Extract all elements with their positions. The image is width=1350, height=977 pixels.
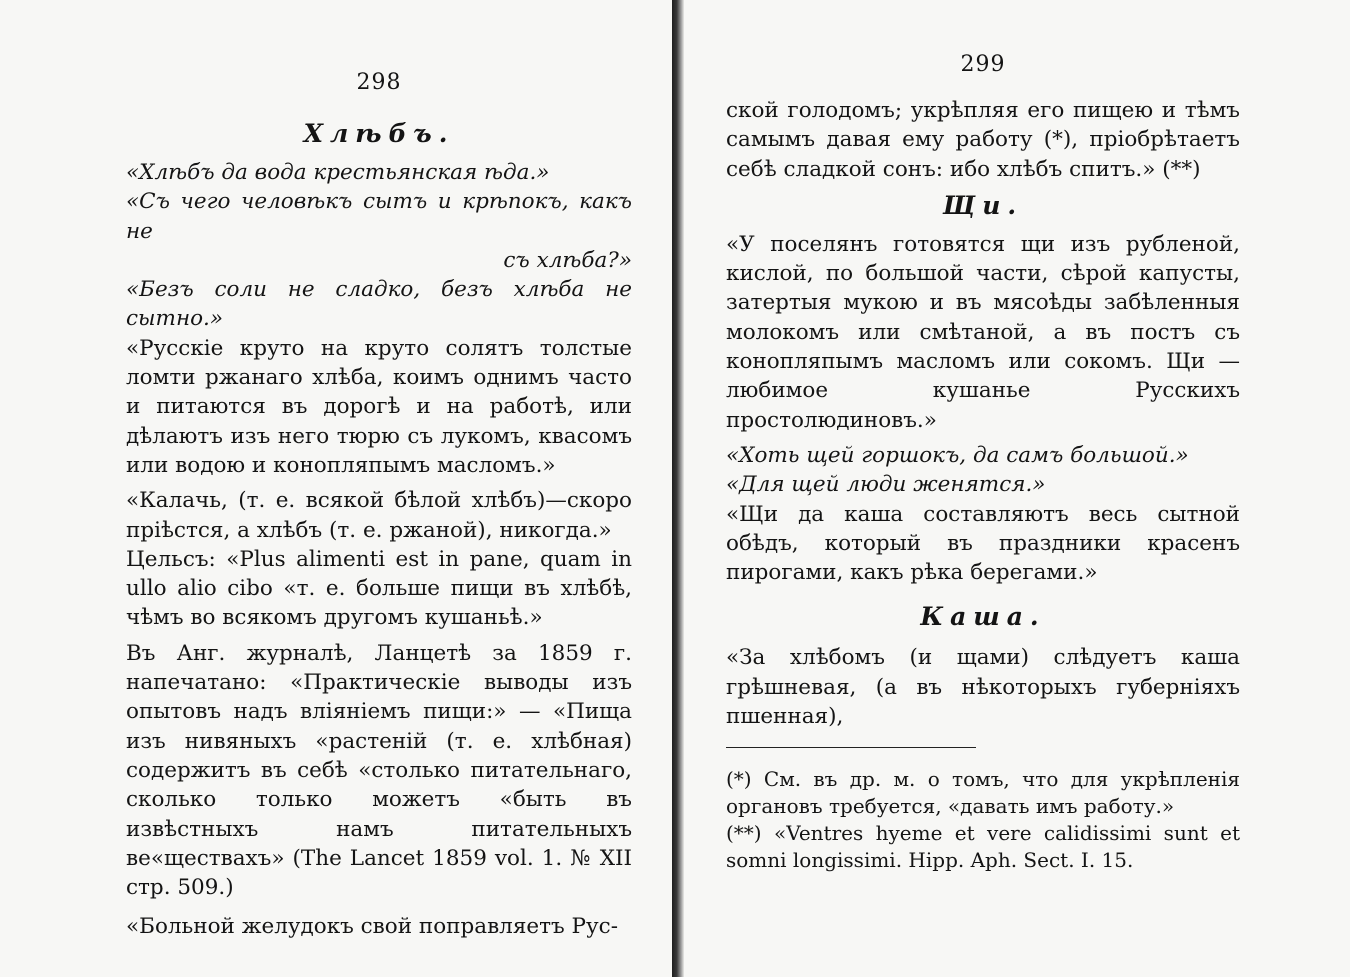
proverb-3: «Безъ соли не сладко, безъ хлѣба не сытно.» bbox=[126, 277, 632, 332]
proverb-2-line1: «Съ чего человѣкъ сытъ и крѣпокъ, какъ не bbox=[126, 189, 632, 244]
section-heading-bread: Хлѣбъ. bbox=[303, 119, 455, 148]
paragraph-russians-salt: «Русскіе круто на круто солятъ толстые ломти ржанаго хлѣба, коимъ однимъ часто и питаются въ дорогѣ и на работѣ, или дѣлаютъ изъ него тюрю съ лукомъ, квасомъ или водою и конопляпымъ масломъ.» bbox=[126, 335, 632, 478]
right-page-body bbox=[726, 96, 1240, 874]
proverb-shchi-2: «Для щей люди женятся.» bbox=[726, 472, 1046, 498]
page-number-right: 299 bbox=[960, 52, 1006, 77]
paragraph-continued: ской голодомъ; укрѣпляя его пищею и тѣмъ самымъ давая ему работу (*), прiобрѣтаетъ себѣ сладкой сонъ: ибо хлѣбъ спитъ.» (**) bbox=[726, 98, 1240, 182]
paragraph-stomach: «Больной желудокъ свой поправляетъ Рус- bbox=[126, 914, 618, 940]
paragraph-kalach: «Калачь, (т. е. всякой бѣлой хлѣбъ)—скоро прiѣстся, а хлѣбъ (т. е. ржаной), никогда.» bbox=[126, 488, 632, 543]
right-page bbox=[684, 0, 1350, 977]
section-heading-kasha: Каша. bbox=[920, 602, 1046, 632]
proverb-shchi-3: «Щи да каша составляютъ весь сытной обѣдъ, который въ праздники красенъ пирогами, какъ рѣка берегами.» bbox=[726, 501, 1240, 586]
proverb-shchi-1: «Хоть щей горшокъ, да самъ большой.» bbox=[726, 442, 1189, 468]
page-number-left: 298 bbox=[356, 70, 402, 95]
left-page-body bbox=[126, 112, 632, 942]
proverb-2-line2: съ хлѣба?» bbox=[503, 247, 632, 273]
paragraph-celsus: Цельсъ: «Plus alimenti est in pane, quam in ullo alio cibo «т. е. больше пищи въ хлѣбѣ, чѣмъ во всякомъ другомъ кушаньѣ.» bbox=[126, 546, 632, 631]
paragraph-lancet: Въ Анг. журналѣ, Ланцетѣ за 1859 г. напечатано: «Практическiе выводы изъ опытовъ надъ влiянiемъ пищи:» — «Пища изъ нивяныхъ «растенiй (т. е. хлѣбная) содержитъ въ себѣ «столько питательнаго, сколько только можетъ «быть въ извѣстныхъ намъ питательныхъ ве«ществахъ» (The Lancet 1859 vol. 1. № XII стр. 509.) bbox=[126, 640, 632, 901]
footnote-rule bbox=[726, 747, 976, 748]
footnote-2: (**) «Ventres hyeme et vere calidissimi sunt et somni longissimi. Hipp. Aph. Sect. I. 15. bbox=[726, 821, 1240, 873]
book-gutter bbox=[672, 0, 684, 977]
paragraph-kasha: «За хлѣбомъ (и щами) слѣдуетъ каша грѣшневая, (а въ нѣкоторыхъ губернiяхъ пшенная), bbox=[726, 645, 1240, 730]
footnotes bbox=[726, 766, 1240, 874]
left-page bbox=[0, 0, 672, 977]
section-heading-shchi: Щи. bbox=[942, 190, 1024, 220]
proverb-1: «Хлѣбъ да вода крестьянская ѣда.» bbox=[126, 160, 550, 185]
paragraph-shchi: «У поселянъ готовятся щи изъ рубленой, кислой, по большой части, сѣрой капусты, затертыя мукою и въ мясоѣды забѣленныя молокомъ или смѣтаной, а въ постъ съ конопляпымъ масломъ или сокомъ. Щи — любимое кушанье Русскихъ простолюдиновъ.» bbox=[726, 231, 1240, 433]
footnote-1: (*) См. въ др. м. о томъ, что для укрѣпленiя органовъ требуется, «давать имъ работу.» bbox=[726, 767, 1240, 819]
